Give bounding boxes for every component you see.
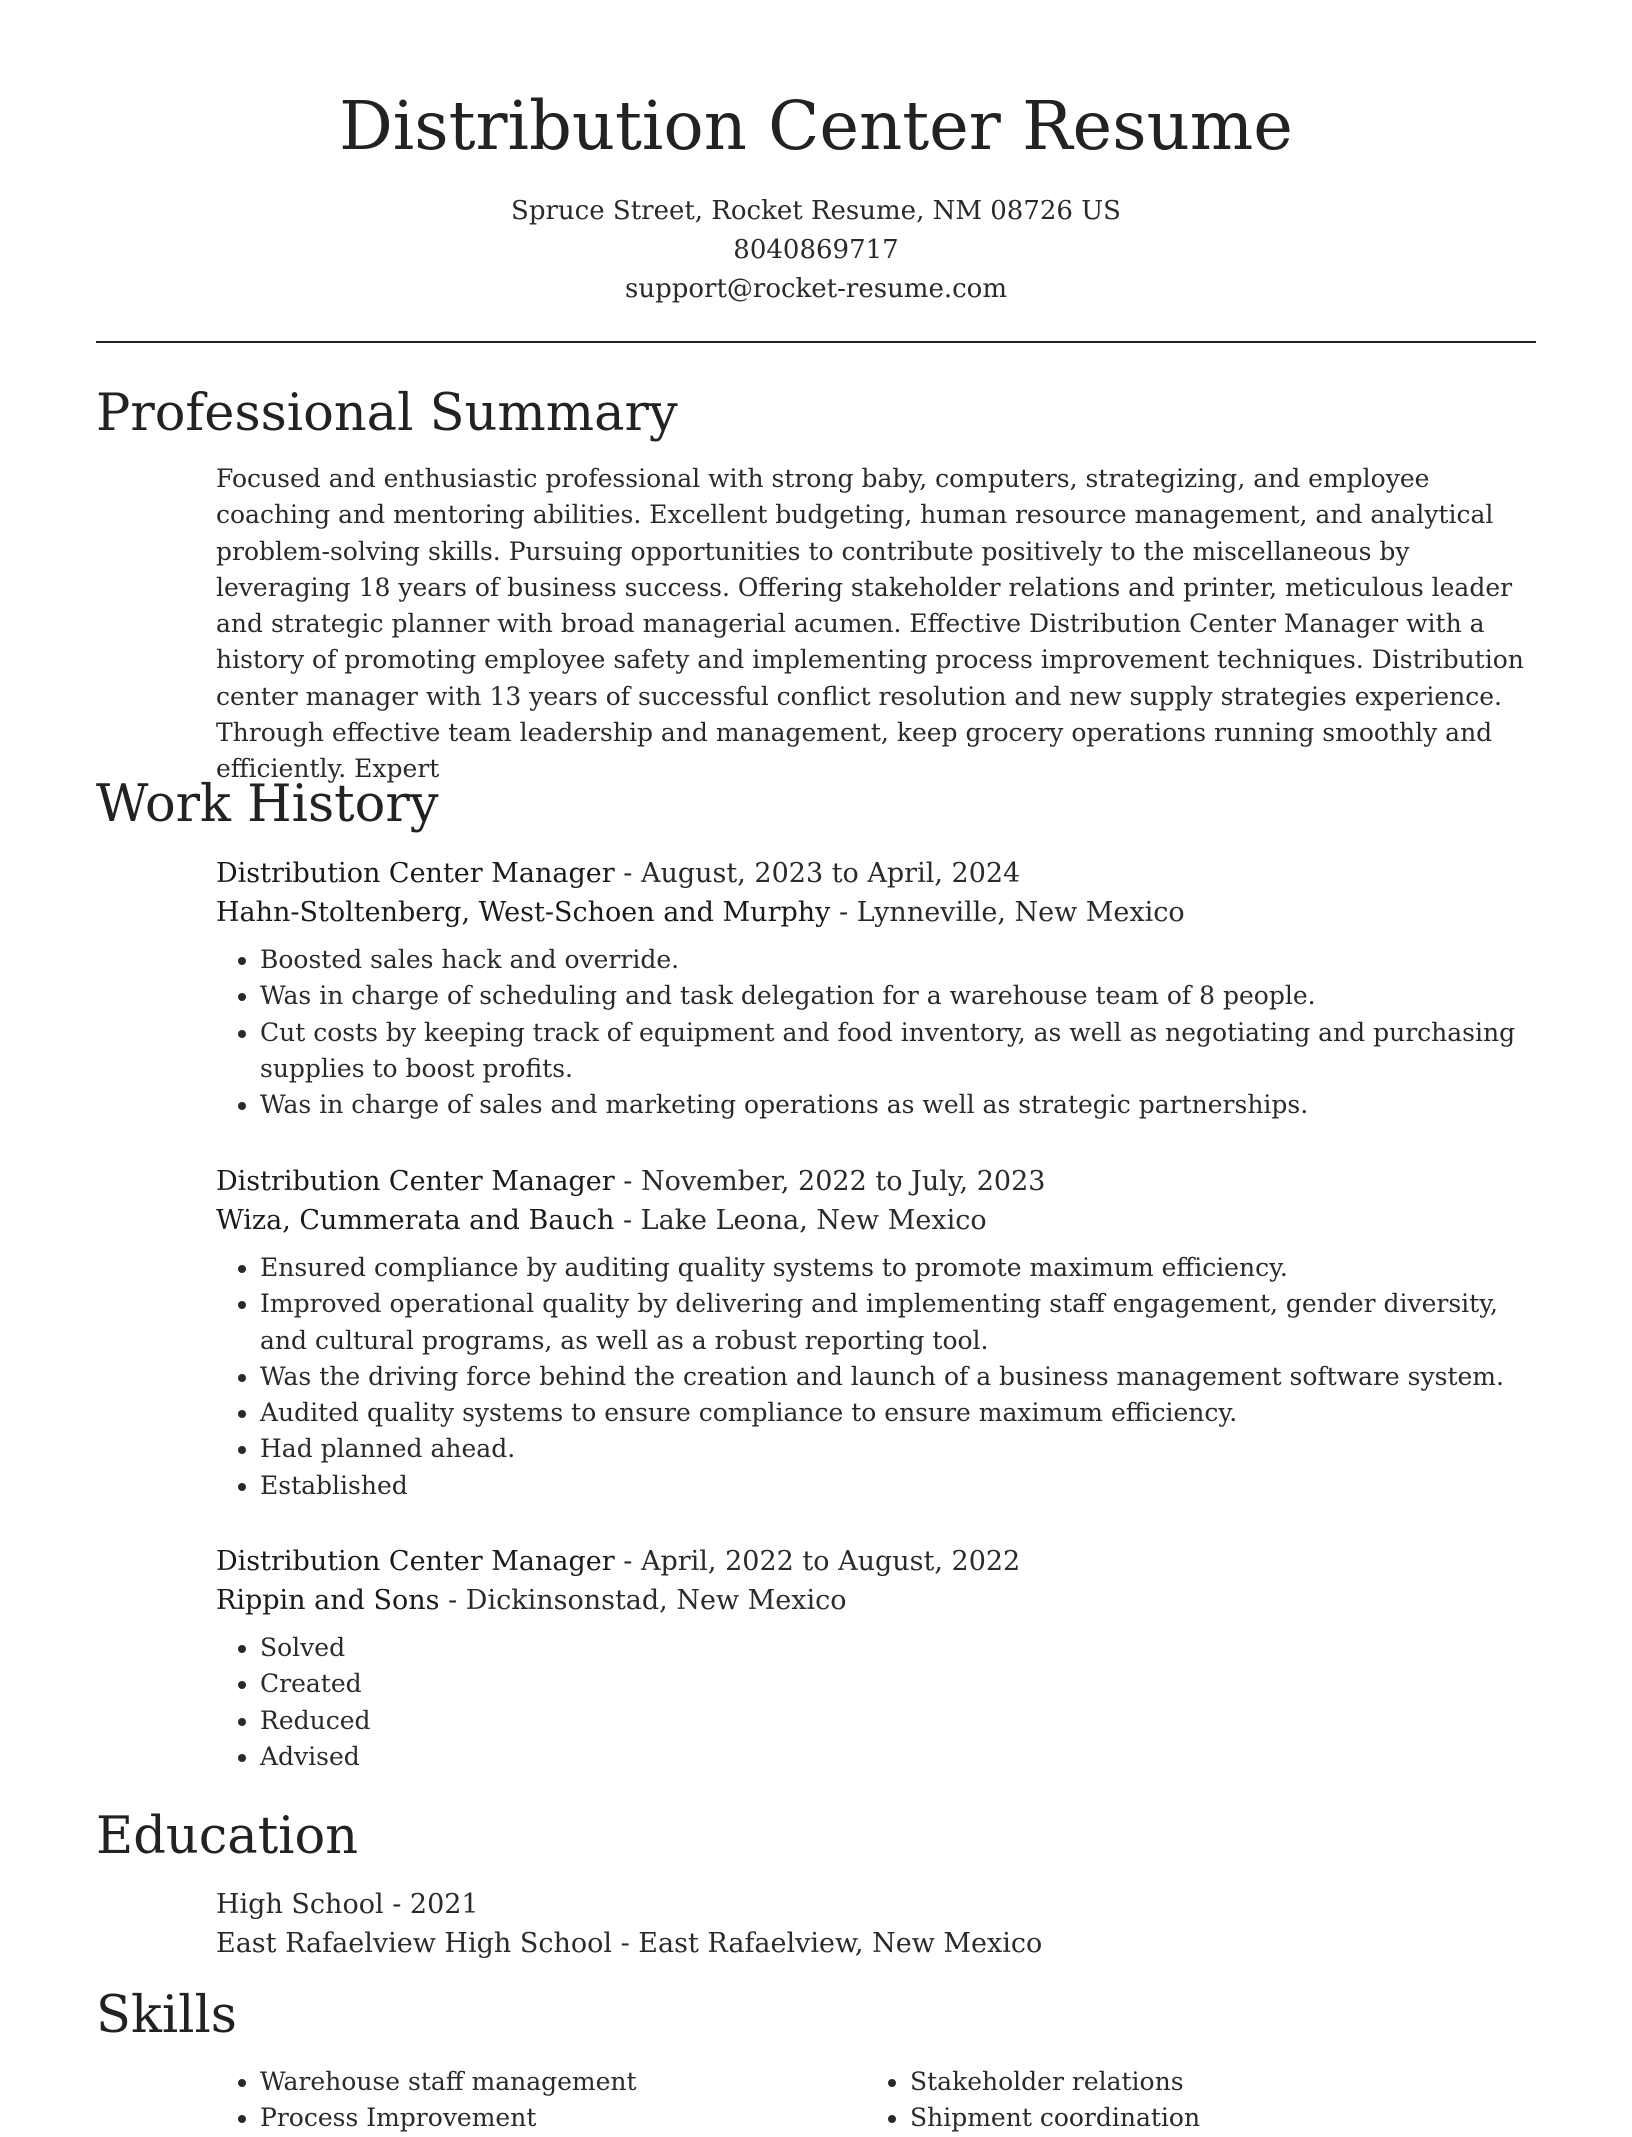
skill-item: • Warehouse staff management (260, 2064, 836, 2100)
job-bullet: • Improved operational quality by delivering and implementing staff engagement, gender diversity, and cultural programs, as well as a robust reporting tool. (260, 1286, 1546, 1359)
job-title-line (216, 854, 1546, 893)
job-bullet: • Solved (260, 1630, 1546, 1666)
skill-item: • Shipment coordination (910, 2100, 1486, 2136)
job-entry (216, 1542, 1546, 1775)
section-title-skills: Skills (96, 1986, 237, 2045)
job-title: Distribution Center Manager (216, 858, 615, 889)
education-school: East Rafaelview High School (216, 1928, 612, 1959)
job-bullets (216, 942, 1546, 1123)
job-bullet: • Was the driving force behind the creation and launch of a business management software system. (260, 1359, 1546, 1395)
section-title-education: Education (96, 1807, 359, 1866)
job-title: Distribution Center Manager (216, 1546, 615, 1577)
job-bullet: • Had planned ahead. (260, 1431, 1546, 1467)
job-bullet: • Reduced (260, 1703, 1546, 1739)
job-bullets (216, 1630, 1546, 1775)
skill-item: • Process Improvement (260, 2100, 836, 2136)
job-company: Wiza, Cummerata and Bauch (216, 1205, 615, 1236)
job-bullet: • Cut costs by keeping track of equipment and food inventory, as well as negotiating and purchasing supplies to boost profits. (260, 1015, 1546, 1088)
summary-text: Focused and enthusiastic professional with strong baby, computers, strategizing, and employee coaching and mentoring abilities. Excellent budgeting, human resource management, and analytical problem-solving skills. Pursuing opportunities to contribute positively to the miscellaneous by leveraging 18 years of business success. Offering stakeholder relations and printer, meticulous leader and strategic planner with broad managerial acumen. Effective Distribution Center Manager with a history of promoting employee safety and implementing process improvement techniques. Distribution center manager with 13 years of successful conflict resolution and new supply strategies experience. Through effective team leadership and management, keep grocery operations running smoothly and efficiently. Expert (216, 464, 1524, 784)
job-entry (216, 1162, 1546, 1504)
contact-phone: 8040869717 (733, 235, 899, 265)
job-bullet: • Established (260, 1468, 1546, 1504)
education-location: - East Rafaelview, New Mexico (620, 1928, 1043, 1959)
job-dates: - August, 2023 to April, 2024 (623, 858, 1021, 889)
job-company-line (216, 1201, 1546, 1240)
job-title-line (216, 1162, 1546, 1201)
job-bullet: • Ensured compliance by auditing quality systems to promote maximum efficiency. (260, 1250, 1546, 1286)
header-divider (96, 341, 1536, 343)
education-degree: High School (216, 1889, 384, 1920)
job-title-line (216, 1542, 1546, 1581)
skills-column-left (216, 2064, 836, 2137)
resume-title: Distribution Center Resume (339, 87, 1293, 165)
section-title-summary: Professional Summary (96, 384, 678, 443)
job-bullet: • Boosted sales hack and override. (260, 942, 1546, 978)
job-bullet: • Was in charge of sales and marketing operations as well as strategic partnerships. (260, 1087, 1546, 1123)
job-entry (216, 854, 1546, 1123)
job-company-line (216, 1581, 1546, 1620)
section-title-work: Work History (96, 775, 439, 834)
job-location: - Dickinsonstad, New Mexico (448, 1585, 847, 1616)
education-entry (216, 1885, 1546, 1963)
job-title: Distribution Center Manager (216, 1166, 615, 1197)
skills-column-right (866, 2064, 1486, 2137)
contact-email: support@rocket-resume.com (624, 274, 1007, 304)
contact-address: Spruce Street, Rocket Resume, NM 08726 US (511, 196, 1121, 226)
contact-block (96, 192, 1536, 309)
job-company-line (216, 893, 1546, 932)
job-location: - Lake Leona, New Mexico (622, 1205, 987, 1236)
job-bullets (216, 1250, 1546, 1504)
job-company: Rippin and Sons (216, 1585, 440, 1616)
education-school-line (216, 1924, 1546, 1963)
job-bullet: • Was in charge of scheduling and task delegation for a warehouse team of 8 people. (260, 978, 1546, 1014)
job-bullet: • Advised (260, 1739, 1546, 1775)
skill-item: • Stakeholder relations (910, 2064, 1486, 2100)
job-company: Hahn-Stoltenberg, West-Schoen and Murphy (216, 897, 831, 928)
job-location: - Lynneville, New Mexico (839, 897, 1185, 928)
job-bullet: • Audited quality systems to ensure compliance to ensure maximum efficiency. (260, 1395, 1546, 1431)
education-year: - 2021 (392, 1889, 479, 1920)
job-bullet: • Created (260, 1666, 1546, 1702)
job-dates: - November, 2022 to July, 2023 (623, 1166, 1046, 1197)
education-degree-line (216, 1885, 1546, 1924)
job-dates: - April, 2022 to August, 2022 (623, 1546, 1021, 1577)
